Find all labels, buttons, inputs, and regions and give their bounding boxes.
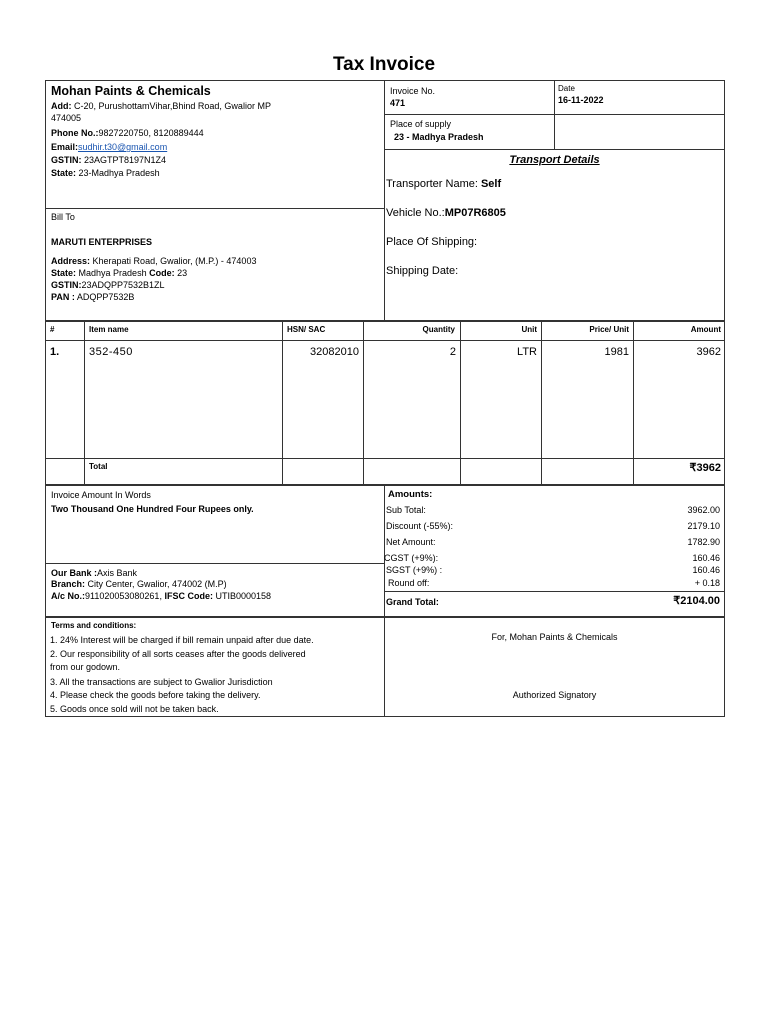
invoice-no-label: Invoice No. [390,86,436,96]
seller-address-line2: 474005 [51,113,82,123]
col-header-quantity: Quantity [422,325,455,334]
sgst-label: SGST (+9%) : [386,565,443,575]
amounts-heading: Amounts: [388,489,433,500]
row-hsn: 32082010 [310,346,359,358]
invoice-date: 16-11-2022 [558,95,604,105]
sgst-value: 160.46 [692,565,720,575]
seller-state: State: 23-Madhya Pradesh [51,168,160,178]
seller-email: Email:sudhir.t30@gmail.com [51,142,168,152]
total-amount: ₹3962 [689,462,721,474]
term-line: 5. Goods once sold will not be taken back. [50,704,219,714]
round-off-value: + 0.18 [694,578,720,588]
term-line: from our godown. [50,662,121,672]
term-line: 2. Our responsibility of all sorts ceases after the goods delivered [50,649,306,659]
place-of-supply: 23 - Madhya Pradesh [394,132,484,142]
net-amount-label: Net Amount: [386,537,436,547]
seller-address: Add: C-20, PurushottamVihar,Bhind Road, Gwalior MP [51,101,271,111]
seller-name: Mohan Paints & Chemicals [51,84,211,98]
table-header-divider [45,340,725,341]
bill-to-name: MARUTI ENTERPRISES [51,237,153,247]
sub-total-value: 3962.00 [687,505,720,515]
bank-account: A/c No.:911020053080261, IFSC Code: UTIB0000158 [51,591,272,601]
discount-label: Discount (-55%): [386,521,454,531]
vehicle-no: Vehicle No.:MP07R6805 [386,207,506,219]
shipping-date: Shipping Date: [386,265,459,277]
invoice-no: 471 [390,98,406,108]
discount-value: 2179.10 [687,521,720,531]
bill-to-address: Address: Kherapati Road, Gwalior, (M.P.) - 474003 [51,256,257,266]
bill-to-pan: PAN : ADQPP7532B [51,292,135,302]
round-off-label: Round off: [388,578,430,588]
term-line: 4. Please check the goods before taking the delivery. [50,690,261,700]
seller-phone: Phone No.:9827220750, 8120889444 [51,128,204,138]
seller-gstin: GSTIN: 23AGTPT8197N1Z4 [51,155,167,165]
invoice-supply-divider [384,114,725,115]
col-header-unit: Unit [521,325,537,334]
sub-total-label: Sub Total: [386,505,426,515]
summary-divider [384,485,385,617]
col-header-num: # [50,325,55,334]
table-total-divider [45,458,725,459]
amount-in-words: Two Thousand One Hundred Four Rupees only. [51,504,254,514]
transporter-name: Transporter Name: Self [386,178,502,190]
grand-total-label: Grand Total: [386,597,439,607]
bank-branch: Branch: City Center, Gwalior, 474002 (M.P) [51,579,227,589]
col-header-price: Price/ Unit [589,325,629,334]
row-num: 1. [50,346,60,358]
col-header-amount: Amount [690,325,721,334]
place-of-shipping: Place Of Shipping: [386,236,478,248]
bank-name: Our Bank :Axis Bank [51,568,138,578]
bill-to-label: Bill To [51,212,75,222]
col-header-hsn: HSN/ SAC [287,325,326,334]
term-line: 3. All the transactions are subject to Gwalior Jurisdiction [50,677,273,687]
col-divider-1 [84,321,85,485]
grand-total-divider [384,591,725,592]
words-bank-divider [45,563,385,564]
row-qty: 2 [449,346,456,358]
header-divider [384,80,385,321]
signature-for: For, Mohan Paints & Chemicals [491,632,618,642]
row-unit: LTR [517,346,537,358]
cgst-label: CGST (+9%): [384,553,439,563]
row-price: 1981 [604,346,629,358]
place-of-supply-label: Place of supply [390,119,452,129]
net-amount-value: 1782.90 [687,537,720,547]
date-label: Date [558,84,575,93]
total-label: Total [89,462,108,471]
row-item: 352-450 [89,346,133,358]
bill-to-state: State: Madhya Pradesh Code: 23 [51,268,188,278]
page-title: Tax Invoice [332,54,436,75]
term-line: 1. 24% Interest will be charged if bill remain unpaid after due date. [50,635,314,645]
col-header-item: Item name [89,325,129,334]
amount-in-words-label: Invoice Amount In Words [51,490,151,500]
cgst-value: 160.46 [692,553,720,563]
seller-billto-divider [45,208,385,209]
transport-heading: Transport Details [509,154,600,166]
supply-transport-divider [384,149,725,150]
terms-heading: Terms and conditions: [51,621,137,630]
bill-to-gstin: GSTIN:23ADQPP7532B1ZL [51,280,165,290]
authorized-signatory: Authorized Signatory [512,690,597,700]
row-amount: 3962 [696,346,721,358]
seller-email-link[interactable]: sudhir.t30@gmail.com [78,142,168,152]
grand-total-value: ₹2104.00 [673,595,720,607]
